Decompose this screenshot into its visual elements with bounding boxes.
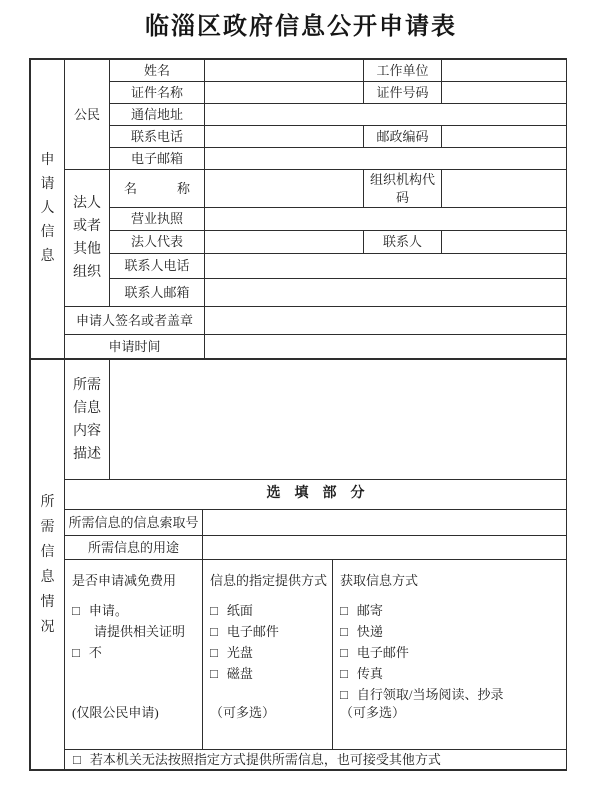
express-label: 快递 [356,624,383,639]
mail-checkbox[interactable]: □ [340,603,348,618]
phone-input-cell[interactable] [205,126,364,148]
applicant-info-table [30,59,567,359]
cd-checkbox[interactable]: □ [210,645,218,660]
optional-section-title: 选填部分 [65,480,567,510]
purpose-label: 所需信息的用途 [65,536,203,560]
mail-label: 邮寄 [356,603,383,618]
option-fee-no [72,642,199,663]
fee-no-checkbox[interactable]: □ [72,645,80,660]
fee-apply-label: 申请。 [88,603,128,618]
field-label-phone: 联系电话 [110,126,205,148]
field-label-org-name: 名称 [110,170,205,208]
citizen-group-label: 公民 [65,60,110,170]
fee-apply-note: 请提供相关证明 [94,624,186,639]
id-number-input-cell[interactable] [442,82,567,104]
fax-label: 传真 [356,666,383,681]
provide-email-checkbox[interactable]: □ [210,624,218,639]
fee-apply-checkbox[interactable]: □ [72,603,80,618]
application-form [29,58,567,771]
fallback-note-label: 若本机关无法按照指定方式提供所需信息，也可接受其他方式 [89,751,441,767]
fallback-checkbox[interactable]: □ [73,751,81,767]
field-label-legal-rep: 法人代表 [110,231,205,254]
option-express [340,621,563,642]
self-pickup-label: 自行领取/当场阅读、抄录 [356,687,504,702]
obtain-email-checkbox[interactable]: □ [340,645,348,660]
provide-email-label: 电子邮件 [226,624,279,639]
provide-method-cell [203,560,333,750]
cd-label: 光盘 [226,645,253,660]
option-obtain-email [340,642,563,663]
field-label-org-code: 组织机构代码 [364,170,442,208]
id-name-input-cell[interactable] [205,82,364,104]
field-label-address: 通信地址 [110,104,205,126]
name-input-cell[interactable] [205,60,364,82]
address-input-cell[interactable] [205,104,567,126]
field-label-id-name: 证件名称 [110,82,205,104]
field-label-business-license: 营业执照 [110,208,205,231]
contact-phone-input-cell[interactable] [205,254,567,279]
work-unit-input-cell[interactable] [442,60,567,82]
fee-waiver-cell [65,560,203,750]
field-label-signature: 申请人签名或者盖章 [65,307,205,335]
obtain-method-footer: （可多选） [340,705,406,720]
description-label: 所需信息内容描述 [65,360,110,480]
provide-method-header: 信息的指定提供方式 [210,573,328,588]
option-mail [340,600,563,621]
provide-method-footer: （可多选） [210,705,276,720]
field-label-contact-phone: 联系人电话 [110,254,205,279]
business-license-input-cell[interactable] [205,208,567,231]
postal-code-input-cell[interactable] [442,126,567,148]
org-code-input-cell[interactable] [442,170,567,208]
field-label-apply-time: 申请时间 [65,335,205,359]
disk-checkbox[interactable]: □ [210,666,218,681]
legal-rep-input-cell[interactable] [205,231,364,254]
field-label-postal-code: 邮政编码 [364,126,442,148]
required-info-table [30,359,567,770]
fee-waiver-footer: (仅限公民申请) [72,705,159,720]
option-cd [210,642,329,663]
apply-time-input-cell[interactable] [205,335,567,359]
self-pickup-checkbox[interactable]: □ [340,687,348,702]
field-label-contact-email: 联系人邮箱 [110,279,205,307]
required-info-side-label: 所需信息情况 [31,360,65,770]
signature-input-cell[interactable] [205,307,567,335]
fax-checkbox[interactable]: □ [340,666,348,681]
obtain-method-header: 获取信息方式 [340,573,419,588]
option-disk [210,663,329,684]
option-paper [210,600,329,621]
applicant-info-side-label: 申请人信息 [31,60,65,359]
page-title: 临淄区政府信息公开申请表 [145,14,457,40]
index-number-input-cell[interactable] [203,510,567,536]
fee-waiver-header: 是否申请减免费用 [72,573,177,588]
paper-label: 纸面 [226,603,253,618]
description-input-cell[interactable] [110,360,567,480]
obtain-method-cell [333,560,567,750]
express-checkbox[interactable]: □ [340,624,348,639]
field-label-contact-person: 联系人 [364,231,442,254]
purpose-input-cell[interactable] [203,536,567,560]
index-number-label: 所需信息的信息索取号 [65,510,203,536]
field-label-work-unit: 工作单位 [364,60,442,82]
option-fax [340,663,563,684]
field-label-email: 电子邮箱 [110,148,205,170]
paper-checkbox[interactable]: □ [210,603,218,618]
field-label-name: 姓名 [110,60,205,82]
org-name-input-cell[interactable] [205,170,364,208]
email-input-cell[interactable] [205,148,567,170]
contact-email-input-cell[interactable] [205,279,567,307]
fee-no-label: 不 [88,645,102,660]
fallback-note-row [65,750,567,770]
option-fee-apply [72,600,199,621]
disk-label: 磁盘 [226,666,253,681]
obtain-email-label: 电子邮件 [356,645,409,660]
legal-entity-group-label: 法人或者其他组织 [65,170,110,307]
option-provide-email [210,621,329,642]
contact-person-input-cell[interactable] [442,231,567,254]
field-label-id-number: 证件号码 [364,82,442,104]
